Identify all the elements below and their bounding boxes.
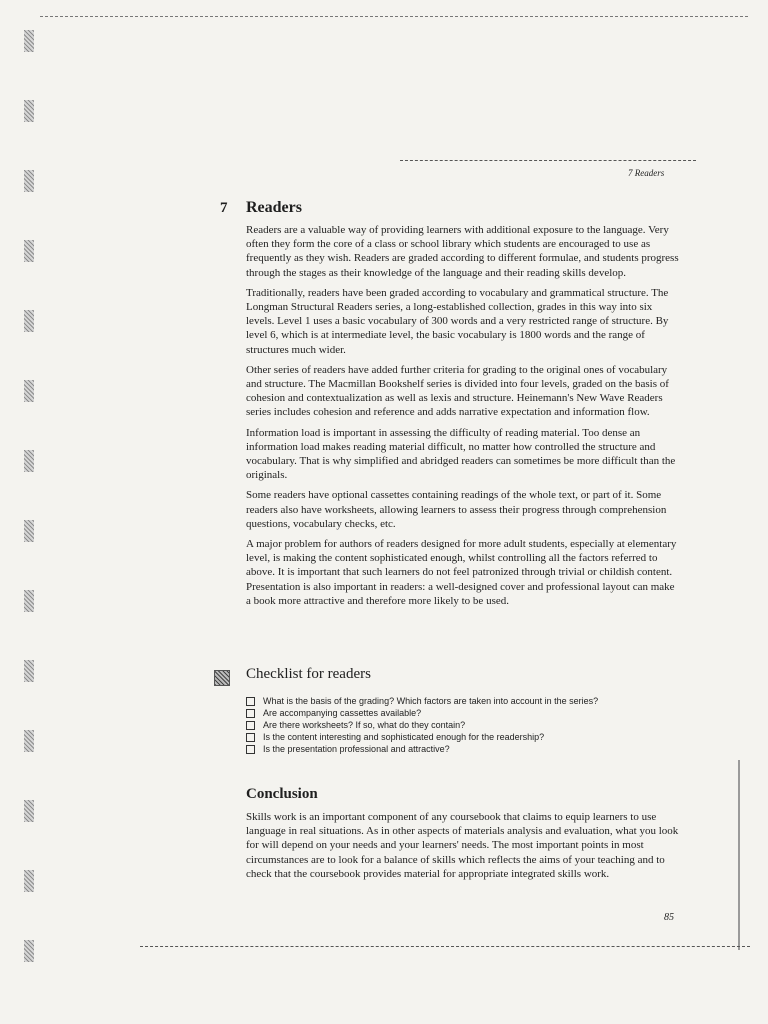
running-head: 7 Readers: [628, 168, 665, 178]
top-rule: [40, 16, 748, 17]
paragraph: Traditionally, readers have been graded according to vocabulary and grammatical structure. The Longman Structural Readers series, a long-established collection, grades in this way into six levels. Level 1 uses a basic vocabulary of 300 words and a very restricted range of structure. By level 6, which is at intermediate level, the basic vocabulary is 1800 words and the range of structures much wider.: [246, 286, 669, 356]
checklist-item: [246, 719, 598, 731]
conclusion-text: Skills work is an important component of any coursebook that claims to equip learners to use language in real situations. As in other aspects of materials analysis and evaluation, what you look for will depend on your needs and your learners' needs. The most important points in most circumstances are to look for a balance of skills which reflects the aims of your teaching and to check that the coursebook provides material for appropriate integrated skills work.: [246, 811, 679, 880]
chapter-title: Readers: [246, 199, 302, 216]
checklist-item-text: Are accompanying cassettes available?: [263, 708, 422, 718]
chapter-number: 7: [220, 200, 228, 216]
paragraph: Other series of readers have added further criteria for grading to the original ones of vocabulary and structure. The Macmillan Bookshelf series is divided into four levels, graded on the basis of cohesion and contextualization as well as lexis and structure. Heinemann's New Wave Readers series includes cohesion and reference and adds narrative expectation and information flow.: [246, 363, 669, 419]
checklist-icon: [214, 670, 230, 686]
checkbox-icon: [246, 709, 255, 718]
checklist: [246, 695, 598, 755]
checklist-item-text: Is the content interesting and sophisticated enough for the readership?: [263, 732, 545, 742]
binding-margin: [24, 20, 38, 1004]
checkbox-icon: [246, 733, 255, 742]
chapter-body: [246, 223, 682, 614]
checklist-item-text: Is the presentation professional and attractive?: [263, 744, 450, 754]
paragraph: Some readers have optional cassettes containing readings of the whole text, or part of it. Some readers also have worksheets, allowing learners to assess their progress through comprehension questions, vocabulary checks, etc.: [246, 489, 667, 530]
page-edge-shadow: [738, 760, 740, 950]
checklist-item: [246, 707, 598, 719]
page-number: 85: [664, 912, 674, 923]
paragraph: Information load is important in assessing the difficulty of reading material. Too dense an information load makes reading material difficult, no matter how controlled the structure and vocabulary. That is why simplified and abridged readers can sometimes be more difficult than the originals.: [246, 426, 676, 482]
checklist-title: Checklist for readers: [246, 666, 371, 682]
checklist-item: [246, 695, 598, 707]
header-rule: [400, 160, 696, 161]
checklist-item: [246, 731, 598, 743]
paragraph: Readers are a valuable way of providing learners with additional exposure to the language. Very often they form the core of a class or school library which students are encouraged to use as frequently as they wish. Readers are graded according to different formulae, and students progress through the stages as their knowledge of the language and their reading skills develop.: [246, 224, 679, 279]
conclusion-title: Conclusion: [246, 786, 318, 802]
checklist-item-text: Are there worksheets? If so, what do they contain?: [263, 720, 466, 730]
bottom-rule: [140, 946, 750, 947]
checklist-item-text: What is the basis of the grading? Which factors are taken into account in the series?: [263, 696, 599, 706]
checklist-item: [246, 743, 598, 755]
paragraph: A major problem for authors of readers designed for more adult students, especially at elementary level, is making the content sophisticated enough, whilst controlling all the factors referred to above. It is important that such learners do not feel patronized through trivial or childish content. Presentation is also important in readers: a well-designed cover and professional layout can make a book more attractive and therefore more likely to be used.: [246, 538, 677, 607]
checkbox-icon: [246, 721, 255, 730]
checkbox-icon: [246, 697, 255, 706]
checkbox-icon: [246, 745, 255, 754]
